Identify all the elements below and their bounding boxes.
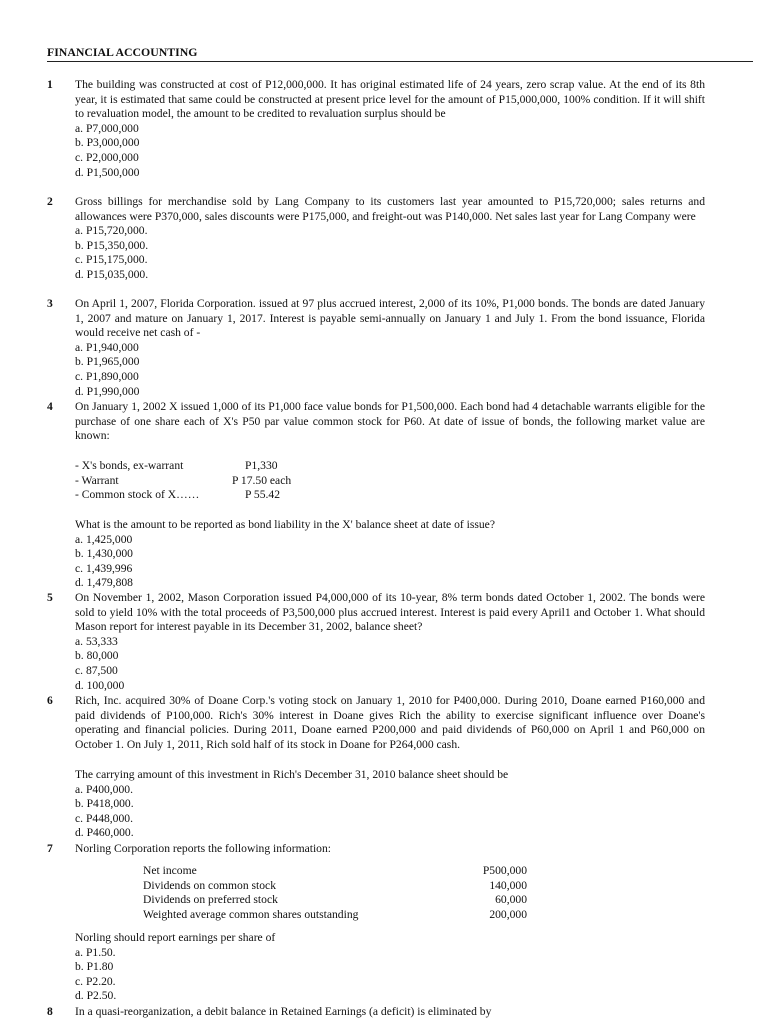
- question-4: [47, 400, 705, 444]
- question-7: [47, 842, 705, 857]
- option-c: c. P2.20.: [75, 974, 116, 988]
- question-2: [47, 195, 705, 283]
- market-value: P 55.42: [245, 488, 281, 501]
- question-text: Rich, Inc. acquired 30% of Doane Corp.'s voting stock on January 1, 2010 for P400,000. During 2010, Doane earned P160,000 and paid dividends of P100,000. Rich's 30% interest in Doane gives Rich the ability to exercise significant influence over Doane's operating and financial policies. During 2011, Doane earned P200,000 and paid dividends of P60,000 on April 1 and P60,000 on October 1. On July 1, 2011, Rich sold half of its stock in Doane for P264,000 cash.: [75, 694, 705, 751]
- table-cell-label: Dividends on common stock: [143, 878, 276, 892]
- question-number: 5: [47, 591, 53, 604]
- income-table: [143, 864, 527, 922]
- question-8: [47, 1005, 705, 1020]
- question-text: Norling Corporation reports the following information:: [75, 842, 331, 855]
- option-c: c. P2,000,000: [75, 150, 139, 164]
- question-number: 1: [47, 78, 53, 91]
- option-b: b. 80,000: [75, 649, 119, 663]
- question-prompt: What is the amount to be reported as bond liability in the X' balance sheet at date of issue?: [75, 518, 495, 531]
- option-c: c. 1,439,996: [75, 561, 133, 575]
- option-a: a. 1,425,000: [75, 532, 133, 546]
- option-b: b. P15,350,000.: [75, 238, 149, 252]
- question-1: [47, 78, 705, 180]
- option-b: b. 1,430,000: [75, 547, 133, 561]
- question-text: On April 1, 2007, Florida Corporation. issued at 97 plus accrued interest, 2,000 of its 10%, P1,000 bonds. The bonds are dated January 1, 2007 and mature on January 1, 2017. Interest is payable semi-annually on January 1 and July 1. From the bond issuance, Florida would receive net cash of -: [75, 297, 705, 340]
- option-d: d. P2.50.: [75, 989, 117, 1003]
- table-cell-label: Dividends on preferred stock: [143, 893, 278, 907]
- option-d: d. P15,035,000.: [75, 267, 149, 281]
- table-row: [143, 908, 527, 923]
- question-text: On January 1, 2002 X issued 1,000 of its P1,000 face value bonds for P1,500,000. Each bond had 4 detachable warrants eligible for the purchase of one share each of X's P50 par value common stock for P60. At date of issue of bonds, the following market value are known:: [75, 400, 705, 443]
- option-c: c. P448,000.: [75, 811, 133, 825]
- market-value: P1,330: [245, 459, 278, 472]
- market-value-label: - Warrant: [75, 474, 119, 487]
- question-5: [47, 591, 705, 693]
- question-text: On November 1, 2002, Mason Corporation issued P4,000,000 of its 10-year, 8% term bonds dated October 1, 2002. The bonds were sold to yield 10% with the total proceeds of P3,500,000 plus accrued interest. Interest is paid every April1 and October 1. What should Mason report for interest payable in its December 31, 2002, balance sheet?: [75, 591, 705, 634]
- question-4-prompt: [47, 518, 705, 591]
- option-a: a. 53,333: [75, 634, 118, 648]
- question-text: Gross billings for merchandise sold by Lang Company to its customers last year amounted to P15,720,000; sales returns and allowances were P370,000, sales discounts were P175,000, and freight-out was P140,000. Net sales last year for Lang Company were: [75, 195, 705, 223]
- option-c: c. 87,500: [75, 663, 118, 677]
- option-b: b. P418,000.: [75, 797, 134, 811]
- table-cell-value: 200,000: [489, 907, 527, 921]
- question-text: In a quasi-reorganization, a debit balance in Retained Earnings (a deficit) is eliminated by: [75, 1005, 492, 1018]
- market-value-label: - Common stock of X……: [75, 488, 200, 501]
- table-cell-label: Net income: [143, 864, 197, 877]
- question-3: [47, 297, 705, 399]
- table-cell-value: 140,000: [489, 878, 527, 892]
- option-d: d. 100,000: [75, 678, 125, 692]
- market-value: P 17.50 each: [232, 474, 292, 487]
- option-d: d. P460,000.: [75, 826, 134, 840]
- option-b: b. P1.80: [75, 960, 114, 974]
- option-b: b. P1,965,000: [75, 355, 140, 369]
- table-row: [143, 879, 527, 894]
- option-c: c. P1,890,000: [75, 369, 139, 383]
- question-7-prompt: [47, 931, 705, 1004]
- table-cell-value: P500,000: [482, 864, 527, 877]
- question-prompt: The carrying amount of this investment in Rich's December 31, 2010 balance sheet should be: [75, 768, 509, 781]
- option-b: b. P3,000,000: [75, 136, 140, 150]
- question-text: The building was constructed at cost of P12,000,000. It has original estimated life of 24 years, zero scrap value. At the end of its 8th year, it is estimated that same could be constructed at present price level for the amount of P15,000,000, 100% condition. If it will shift to revaluation model, the amount to be credited to revaluation surplus should be: [75, 78, 705, 121]
- table-cell-label: Weighted average common shares outstanding: [143, 907, 359, 921]
- market-value-label: - X's bonds, ex-warrant: [75, 459, 184, 472]
- page-title: FINANCIAL ACCOUNTING: [47, 45, 753, 62]
- option-d: d. P1,990,000: [75, 384, 140, 398]
- table-row: [143, 893, 527, 908]
- question-6-prompt: [47, 768, 705, 841]
- question-number: 4: [47, 400, 53, 413]
- question-prompt: Norling should report earnings per share of: [75, 931, 276, 944]
- option-a: a. P1,940,000: [75, 340, 139, 354]
- question-6: [47, 694, 705, 752]
- option-a: a. P1.50.: [75, 945, 116, 959]
- question-number: 2: [47, 195, 53, 208]
- option-a: a. P15,720,000.: [75, 224, 148, 238]
- option-c: c. P15,175,000.: [75, 253, 148, 267]
- option-d: d. P1,500,000: [75, 165, 140, 179]
- question-number: 8: [47, 1005, 53, 1018]
- question-number: 7: [47, 842, 53, 855]
- option-a: a. P400,000.: [75, 782, 133, 796]
- option-d: d. 1,479,808: [75, 576, 133, 590]
- question-number: 6: [47, 694, 53, 707]
- table-cell-value: 60,000: [495, 893, 527, 907]
- question-number: 3: [47, 297, 53, 310]
- option-a: a. P7,000,000: [75, 121, 139, 135]
- table-row: [143, 864, 527, 879]
